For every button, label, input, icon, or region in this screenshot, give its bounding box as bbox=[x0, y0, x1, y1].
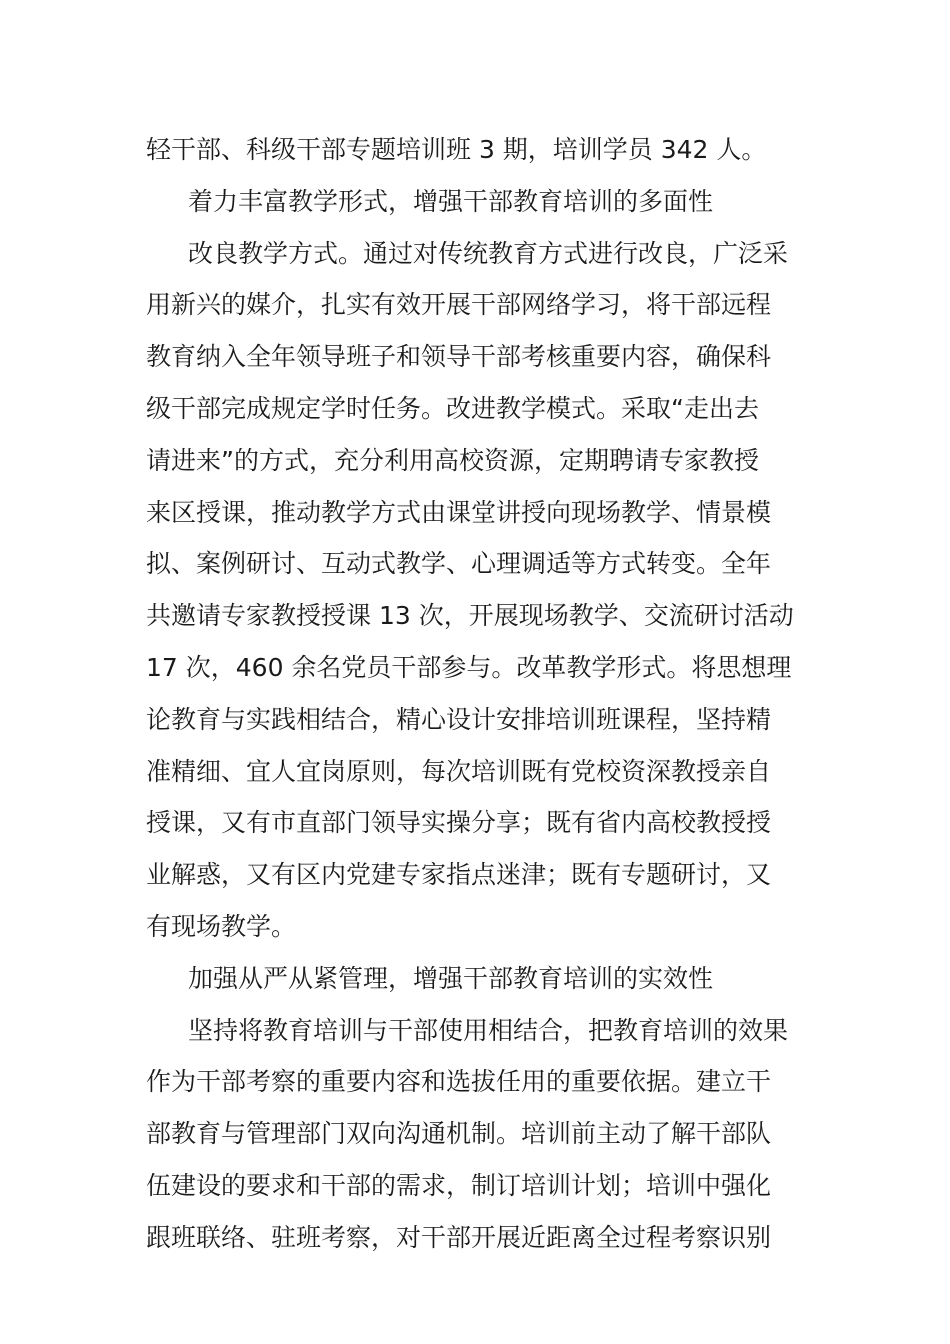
paragraph-line: 改良教学方式。通过对传统教育方式进行改良，广泛采 bbox=[188, 238, 789, 268]
paragraph-line: 来区授课，推动教学方式由课堂讲授向现场教学、情景模 bbox=[146, 497, 772, 527]
paragraph-line: 有现场教学。 bbox=[146, 911, 297, 941]
paragraph-line: 用新兴的媒介，扎实有效开展干部网络学习，将干部远程 bbox=[146, 290, 772, 320]
paragraph-line: 级干部完成规定学时任务。改进教学模式。采取“走出去 bbox=[146, 393, 759, 423]
section-heading: 着力丰富教学形式，增强干部教育培训的多面性 bbox=[188, 186, 714, 216]
paragraph-line: 论教育与实践相结合，精心设计安排培训班课程，坚持精 bbox=[146, 704, 772, 734]
paragraph-line: 轻干部、科级干部专题培训班 3 期，培训学员 342 人。 bbox=[146, 135, 767, 164]
paragraph-line: 请进来”的方式，充分利用高校资源，定期聘请专家教授 bbox=[146, 445, 759, 475]
paragraph-line: 业解惑，又有区内党建专家指点迷津；既有专题研讨，又 bbox=[146, 860, 772, 890]
paragraph-line: 坚持将教育培训与干部使用相结合，把教育培训的效果 bbox=[188, 1015, 789, 1045]
paragraph-line: 17 次，460 余名党员干部参与。改革教学形式。将思想理 bbox=[146, 652, 792, 682]
paragraph-line: 授课，又有市直部门领导实操分享；既有省内高校教授授 bbox=[146, 808, 772, 838]
section-heading: 加强从严从紧管理，增强干部教育培训的实效性 bbox=[188, 963, 714, 993]
paragraph-line: 部教育与管理部门双向沟通机制。培训前主动了解干部队 bbox=[146, 1119, 772, 1149]
document-body bbox=[146, 124, 812, 1264]
paragraph-line: 教育纳入全年领导班子和领导干部考核重要内容，确保科 bbox=[146, 342, 772, 372]
paragraph-line: 准精细、宜人宜岗原则，每次培训既有党校资深教授亲自 bbox=[146, 756, 772, 786]
paragraph-line: 跟班联络、驻班考察，对干部开展近距离全过程考察识别 bbox=[146, 1222, 772, 1252]
paragraph-line: 拟、案例研讨、互动式教学、心理调适等方式转变。全年 bbox=[146, 549, 772, 579]
paragraph-line: 作为干部考察的重要内容和选拔任用的重要依据。建立干 bbox=[146, 1067, 772, 1097]
paragraph-line: 伍建设的要求和干部的需求，制订培训计划；培训中强化 bbox=[146, 1170, 772, 1200]
paragraph-line: 共邀请专家教授授课 13 次，开展现场教学、交流研讨活动 bbox=[146, 601, 794, 631]
